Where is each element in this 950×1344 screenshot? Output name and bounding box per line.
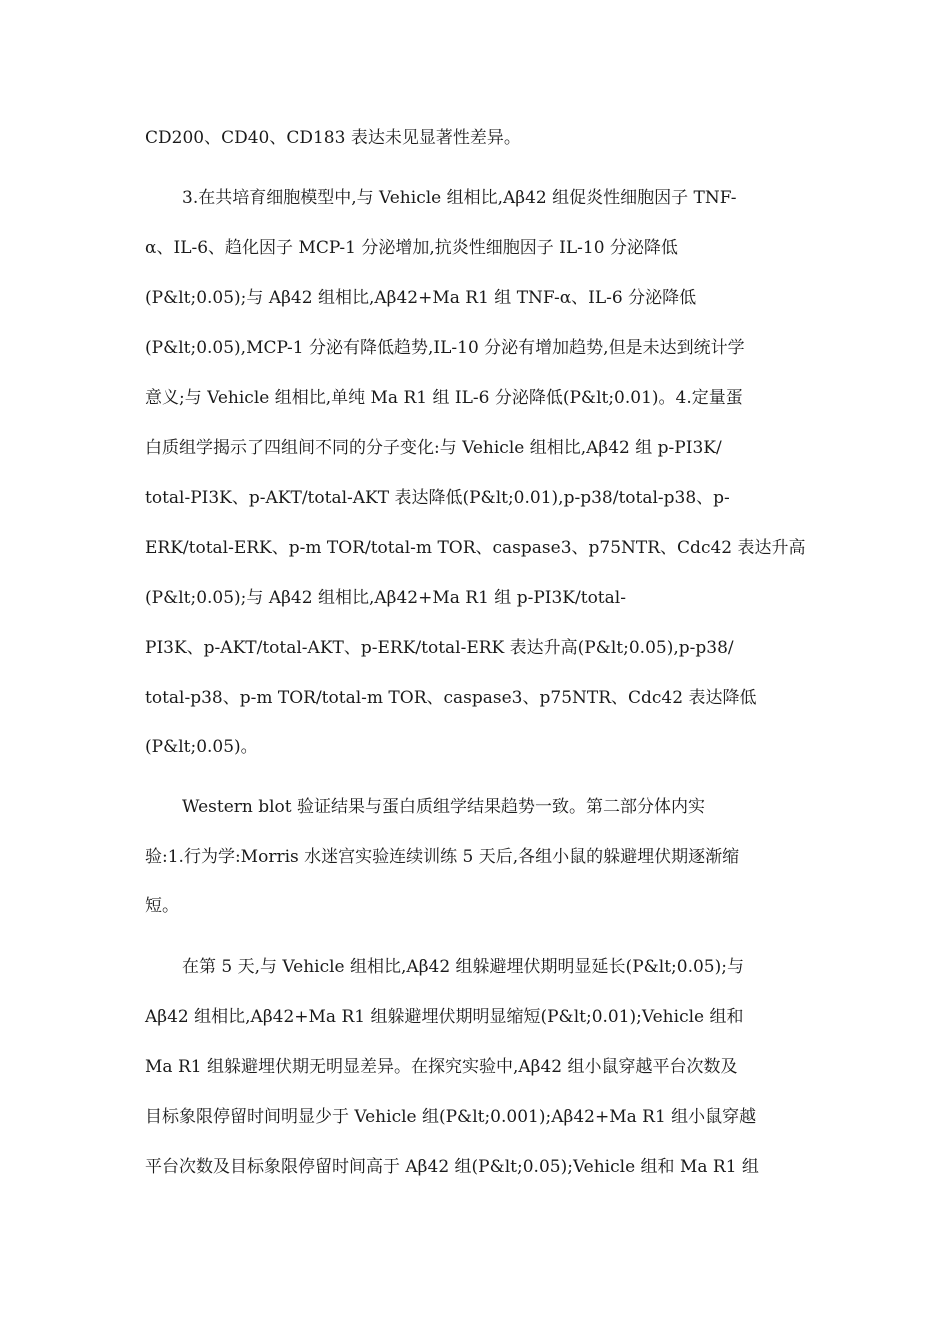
text-line: PI3K、p-AKT/total-AKT、p-ERK/total-ERK 表达升高(P&lt;0.05),p-p38/ xyxy=(145,638,734,658)
text-line: 目标象限停留时间明显少于 Vehicle 组(P&lt;0.001);Aβ42+Ma R1 组小鼠穿越 xyxy=(145,1107,757,1127)
text-line: (P&lt;0.05);与 Aβ42 组相比,Aβ42+Ma R1 组 p-PI3K/total- xyxy=(145,588,626,608)
text-line: 意义;与 Vehicle 组相比,单纯 Ma R1 组 IL-6 分泌降低(P&lt;0.01)。4.定量蛋 xyxy=(145,388,743,408)
text-line: 平台次数及目标象限停留时间高于 Aβ42 组(P&lt;0.05);Vehicle 组和 Ma R1 组 xyxy=(145,1157,759,1177)
text-line: 3.在共培育细胞模型中,与 Vehicle 组相比,Aβ42 组促炎性细胞因子 TNF- xyxy=(182,188,737,208)
text-line: Western blot 验证结果与蛋白质组学结果趋势一致。第二部分体内实 xyxy=(182,797,706,817)
text-line: total-p38、p-m TOR/total-m TOR、caspase3、p75NTR、Cdc42 表达降低 xyxy=(145,688,757,708)
text-line: Ma R1 组躲避埋伏期无明显差异。在探究实验中,Aβ42 组小鼠穿越平台次数及 xyxy=(145,1057,738,1077)
text-line: α、IL-6、趋化因子 MCP-1 分泌增加,抗炎性细胞因子 IL-10 分泌降低 xyxy=(145,238,678,258)
text-line: CD200、CD40、CD183 表达未见显著性差异。 xyxy=(145,128,521,148)
text-line: 验:1.行为学:Morris 水迷宫实验连续训练 5 天后,各组小鼠的躲避埋伏期逐渐缩 xyxy=(145,847,740,867)
text-line: 短。 xyxy=(145,896,179,916)
text-line: total-PI3K、p-AKT/total-AKT 表达降低(P&lt;0.01),p-p38/total-p38、p- xyxy=(145,488,730,508)
text-line: (P&lt;0.05);与 Aβ42 组相比,Aβ42+Ma R1 组 TNF-α、IL-6 分泌降低 xyxy=(145,288,697,308)
text-line: (P&lt;0.05)。 xyxy=(145,737,258,757)
text-line: 在第 5 天,与 Vehicle 组相比,Aβ42 组躲避埋伏期明显延长(P&lt;0.05);与 xyxy=(182,957,744,977)
text-line: 白质组学揭示了四组间不同的分子变化:与 Vehicle 组相比,Aβ42 组 p-PI3K/ xyxy=(145,438,722,458)
text-line: ERK/total-ERK、p-m TOR/total-m TOR、caspase3、p75NTR、Cdc42 表达升高 xyxy=(145,538,806,558)
text-line: (P&lt;0.05),MCP-1 分泌有降低趋势,IL-10 分泌有增加趋势,但是未达到统计学 xyxy=(145,338,745,358)
text-line: Aβ42 组相比,Aβ42+Ma R1 组躲避埋伏期明显缩短(P&lt;0.01);Vehicle 组和 xyxy=(145,1007,744,1027)
